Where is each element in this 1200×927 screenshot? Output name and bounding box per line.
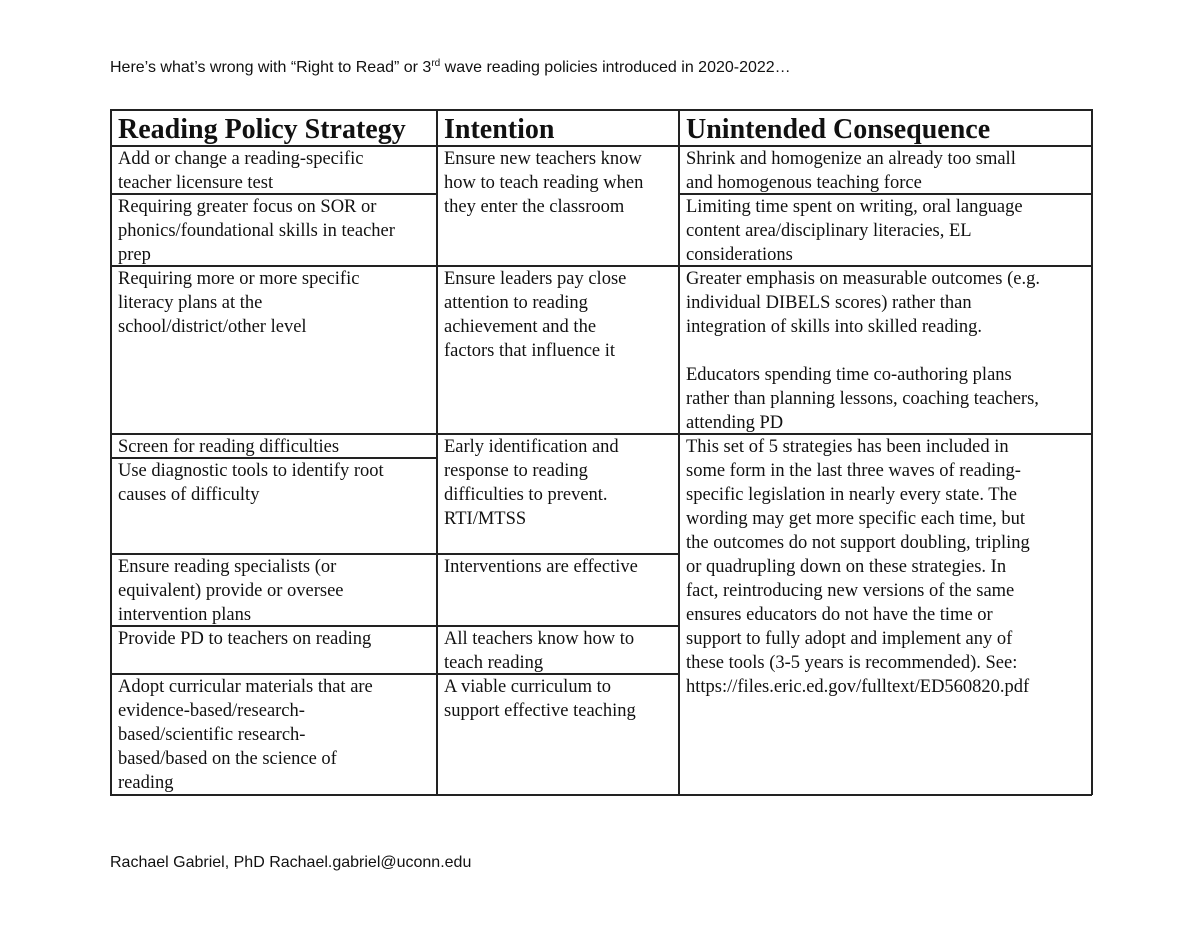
- table-border-bottom: [110, 794, 1092, 796]
- intention-cell: Interventions are effective: [444, 557, 638, 577]
- intention-cell: Ensure new teachers know how to teach reading when they enter the classroom: [444, 149, 644, 217]
- row-divider: [436, 673, 678, 675]
- consequence-cell: Shrink and homogenize an already too small and homogenous teaching force: [686, 149, 1016, 193]
- row-divider: [110, 433, 436, 435]
- consequence-cell: Greater emphasis on measurable outcomes (e.g. individual DIBELS scores) rather than integration of skills into skilled reading. Educators spending time co-authoring plans rather than planning lessons, coaching teachers, attending PD: [686, 269, 1040, 433]
- intention-cell: A viable curriculum to support effective teaching: [444, 677, 636, 721]
- strategy-cell: Requiring greater focus on SOR or phonics/foundational skills in teacher prep: [118, 197, 395, 265]
- row-divider: [110, 625, 436, 627]
- consequence-cell: Limiting time spent on writing, oral language content area/disciplinary literacies, EL considerations: [686, 197, 1023, 265]
- intro-text: Here’s what’s wrong with “Right to Read” or 3: [110, 59, 432, 76]
- author-footer: Rachael Gabriel, PhD Rachael.gabriel@uconn.edu: [110, 854, 472, 871]
- column-divider: [436, 109, 438, 795]
- row-divider: [436, 433, 678, 435]
- header-strategy: Reading Policy Strategy: [118, 114, 406, 145]
- row-divider: [110, 457, 436, 459]
- intention-cell: All teachers know how to teach reading: [444, 629, 635, 673]
- row-divider: [110, 193, 436, 195]
- row-divider: [110, 553, 436, 555]
- header-consequence: Unintended Consequence: [686, 114, 991, 145]
- consequence-cell: This set of 5 strategies has been included in some form in the last three waves of reading- specific legislation in nearly every state. The wording may get more specific each time, but the outcomes do not support doubling, tripling or quadrupling down on these strategies. In fact, reintroducing new versions of the same ensures educators do not have the time or support to fully adopt and implement any of these tools (3-5 years is recommended). See: https://files.eric.ed.gov/fulltext/ED560820.pdf: [686, 437, 1030, 697]
- row-divider: [436, 265, 678, 267]
- row-divider: [110, 673, 436, 675]
- intention-cell: Early identification and response to reading difficulties to prevent. RTI/MTSS: [444, 437, 619, 529]
- strategy-cell: Use diagnostic tools to identify root causes of difficulty: [118, 461, 384, 505]
- strategy-cell: Provide PD to teachers on reading: [118, 629, 372, 649]
- row-divider: [678, 193, 1092, 195]
- row-divider: [110, 265, 436, 267]
- intro-heading: [110, 58, 791, 78]
- strategy-cell: Adopt curricular materials that are evidence-based/research- based/scientific research- based/based on the science of reading: [118, 677, 373, 793]
- table-border-left: [110, 109, 112, 795]
- header-divider: [110, 145, 1092, 147]
- strategy-cell: Add or change a reading-specific teacher licensure test: [118, 149, 364, 193]
- intro-superscript: rd: [431, 58, 441, 69]
- strategy-cell: Ensure reading specialists (or equivalent) provide or oversee intervention plans: [118, 557, 344, 625]
- intention-cell: Ensure leaders pay close attention to reading achievement and the factors that influence it: [444, 269, 627, 361]
- intro-text-end: wave reading policies introduced in 2020-2022…: [440, 59, 791, 76]
- table-border-right: [1091, 109, 1093, 795]
- column-divider: [678, 109, 680, 795]
- strategy-cell: Requiring more or more specific literacy plans at the school/district/other level: [118, 269, 360, 337]
- row-divider: [678, 433, 1092, 435]
- row-divider: [436, 553, 678, 555]
- header-intention: Intention: [444, 114, 555, 145]
- row-divider: [436, 625, 678, 627]
- row-divider: [678, 265, 1092, 267]
- strategy-cell: Screen for reading difficulties: [118, 437, 340, 457]
- table-border-top: [110, 109, 1092, 111]
- policy-table: [110, 109, 1092, 795]
